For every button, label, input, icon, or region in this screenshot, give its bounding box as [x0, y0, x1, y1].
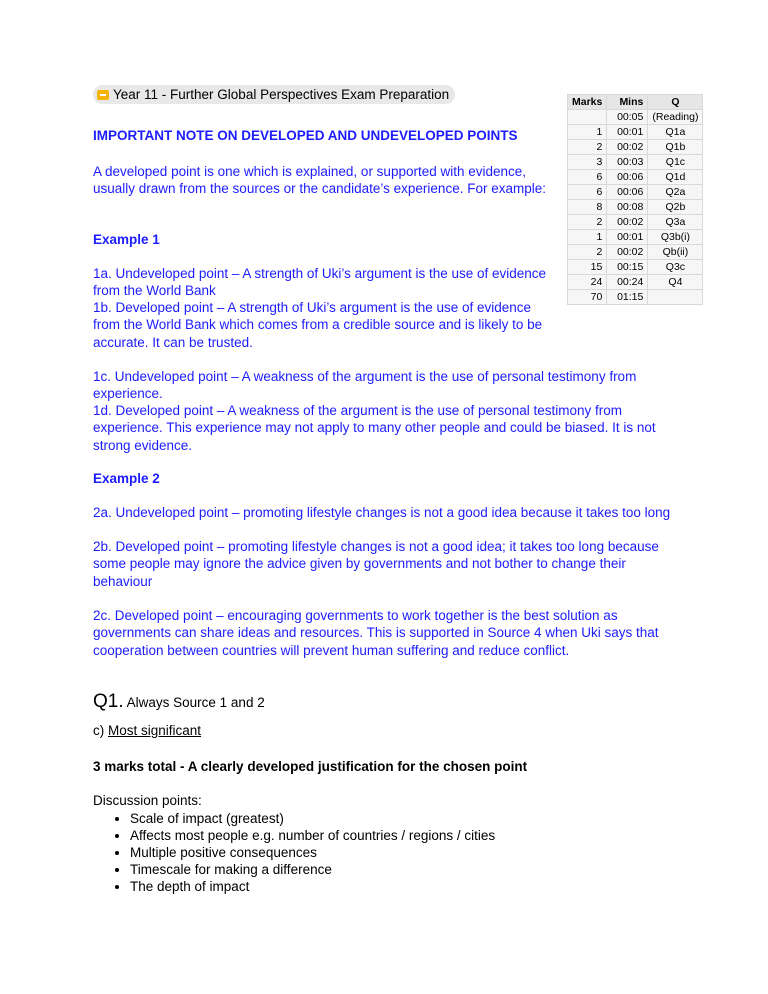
list-item: • Timescale for making a difference	[130, 861, 495, 878]
cell-mins: 00:02	[607, 140, 648, 155]
cell-q: Q1a	[648, 125, 703, 140]
cell-mins: 00:24	[607, 275, 648, 290]
cell-q: Q2a	[648, 185, 703, 200]
q1c-prefix: c)	[93, 723, 108, 738]
cell-q: Q2b	[648, 200, 703, 215]
point-2a: 2a. Undeveloped point – promoting lifestyle changes is not a good idea because it takes too long	[93, 505, 671, 520]
discussion-points-list	[110, 810, 495, 895]
cell-q	[648, 290, 703, 305]
list-item: • Affects most people e.g. number of countries / regions / cities	[130, 827, 495, 844]
timing-table	[567, 94, 703, 305]
cell-mins: 00:15	[607, 260, 648, 275]
table-row	[568, 200, 703, 215]
cell-marks	[568, 110, 607, 125]
point-1c: 1c. Undeveloped point – A weakness of the argument is the use of personal testimony from experience.	[93, 369, 637, 402]
discussion-heading: Discussion points:	[93, 793, 202, 808]
table-row	[568, 140, 703, 155]
list-item: • The depth of impact	[130, 878, 495, 895]
cell-mins: 00:02	[607, 215, 648, 230]
cell-q: Q3c	[648, 260, 703, 275]
example-2-heading: Example 2	[93, 471, 160, 486]
cell-marks: 70	[568, 290, 607, 305]
cell-mins: 00:02	[607, 245, 648, 260]
cell-mins: 00:06	[607, 185, 648, 200]
point-2c: 2c. Developed point – encouraging governments to work together is the best solution as governments can share ideas and resources. This is supported in Source 4 when Uki says that cooperation between countries will prevent human suffering and reduce conflict.	[93, 608, 659, 658]
cell-q: Q1c	[648, 155, 703, 170]
cell-marks: 2	[568, 140, 607, 155]
table-row	[568, 245, 703, 260]
timing-table-body	[568, 110, 703, 305]
cell-marks: 6	[568, 170, 607, 185]
cell-mins: 00:06	[607, 170, 648, 185]
cell-marks: 1	[568, 230, 607, 245]
cell-marks: 24	[568, 275, 607, 290]
header-mins: Mins	[607, 95, 648, 110]
point-1b: 1b. Developed point – A strength of Uki’s argument is the use of evidence from the World Bank which comes from a credible source and is likely to be accurate. It can be trusted.	[93, 300, 543, 350]
cell-marks: 15	[568, 260, 607, 275]
intro-paragraph: A developed point is one which is explained, or supported with evidence, usually drawn from the sources or the candidate’s experience. For example:	[93, 164, 546, 197]
document-title: Year 11 - Further Global Perspectives Exam Preparation	[113, 87, 450, 102]
cell-mins: 00:01	[607, 230, 648, 245]
q1-label: Q1.	[93, 691, 124, 712]
table-row	[568, 185, 703, 200]
cell-mins: 01:15	[607, 290, 648, 305]
point-1d: 1d. Developed point – A weakness of the argument is the use of personal testimony from experience. This experience may not apply to many other people and could be biased. It is not strong evidence.	[93, 403, 656, 453]
cell-marks: 2	[568, 215, 607, 230]
cell-q: Q3a	[648, 215, 703, 230]
cell-marks: 6	[568, 185, 607, 200]
table-row	[568, 170, 703, 185]
cell-q: Q3b(i)	[648, 230, 703, 245]
cell-q: Qb(ii)	[648, 245, 703, 260]
point-2b: 2b. Developed point – promoting lifestyle changes is not a good idea; it takes too long because some people may ignore the advice given by governments and not bother to change their behaviour	[93, 539, 659, 589]
cell-marks: 1	[568, 125, 607, 140]
q1-subtitle: Always Source 1 and 2	[123, 695, 265, 710]
table-row	[568, 110, 703, 125]
list-item: • Multiple positive consequences	[130, 844, 495, 861]
note-heading: IMPORTANT NOTE ON DEVELOPED AND UNDEVELOPED POINTS	[93, 128, 518, 143]
cell-mins: 00:01	[607, 125, 648, 140]
cell-mins: 00:08	[607, 200, 648, 215]
table-row	[568, 215, 703, 230]
q1-heading	[93, 686, 265, 714]
header-marks: Marks	[568, 95, 607, 110]
cell-marks: 2	[568, 245, 607, 260]
document-title-chip[interactable]	[93, 85, 455, 104]
cell-q: Q1d	[648, 170, 703, 185]
cell-marks: 8	[568, 200, 607, 215]
table-row	[568, 155, 703, 170]
header-q: Q	[648, 95, 703, 110]
cell-q: Q4	[648, 275, 703, 290]
q1c-label: Most significant	[108, 723, 202, 738]
list-item: • Scale of impact (greatest)	[130, 810, 495, 827]
table-row	[568, 275, 703, 290]
table-row	[568, 290, 703, 305]
q1c-line	[93, 722, 201, 739]
table-row	[568, 230, 703, 245]
cell-mins: 00:05	[607, 110, 648, 125]
marks-line: 3 marks total - A clearly developed justification for the chosen point	[93, 759, 528, 774]
calendar-event-icon	[97, 90, 109, 100]
table-row	[568, 260, 703, 275]
cell-q: Q1b	[648, 140, 703, 155]
example-1-heading: Example 1	[93, 232, 160, 247]
cell-mins: 00:03	[607, 155, 648, 170]
point-1a: 1a. Undeveloped point – A strength of Uki’s argument is the use of evidence from the World Bank	[93, 266, 547, 299]
table-row	[568, 125, 703, 140]
cell-marks: 3	[568, 155, 607, 170]
table-header-row	[568, 95, 703, 110]
cell-q: (Reading)	[648, 110, 703, 125]
